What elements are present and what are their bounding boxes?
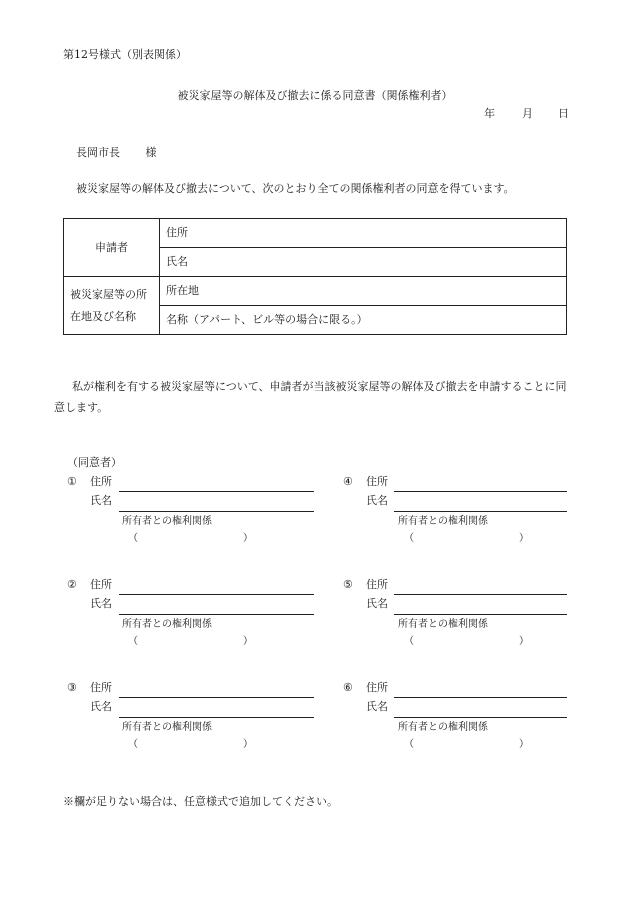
date-month-label: 月 [522, 107, 533, 120]
applicant-table [63, 218, 567, 335]
consenter-name-label: 氏名 [90, 494, 112, 507]
consenter-relation-label: 所有者との権利関係 [122, 619, 212, 630]
property-name-field[interactable]: 名称（アパート、ビル等の場合に限る。） [160, 306, 567, 335]
property-label-line1: 被災家屋等の所 [70, 287, 147, 301]
applicant-address-field[interactable]: 住所 [160, 219, 567, 248]
consenter-name-label: 氏名 [366, 597, 388, 610]
consenter-block [343, 475, 603, 555]
consenter-relation-open-paren: （ [128, 739, 138, 750]
consenter-block [343, 681, 603, 761]
addressee-name: 長岡市長 [76, 146, 120, 159]
consenter-block [67, 475, 327, 555]
consent-text: 私が権利を有する被災家屋等について、申請者が当該被災家屋等の解体及び撤去を申請することに同意します。 [54, 380, 567, 414]
consenter-number: ④ [343, 475, 353, 488]
applicant-name-field[interactable]: 氏名 [160, 248, 567, 277]
consenter-name-line[interactable] [394, 511, 567, 512]
property-label [64, 277, 160, 335]
consenter-relation-close-paren: ） [519, 533, 529, 544]
consenter-relation-close-paren: ） [519, 636, 529, 647]
consenter-relation-open-paren: （ [404, 636, 414, 647]
document-title: 被災家屋等の解体及び撤去に係る同意書（関係権利者） [177, 89, 453, 102]
consenters-label: （同意者） [67, 456, 122, 469]
consenter-relation-close-paren: ） [519, 739, 529, 750]
consenter-name-label: 氏名 [90, 700, 112, 713]
property-label-line2: 在地及び名称 [70, 309, 136, 323]
consenter-name-line[interactable] [394, 614, 567, 615]
addressee [76, 146, 157, 160]
consenter-relation-open-paren: （ [404, 533, 414, 544]
consenter-address-label: 住所 [366, 681, 388, 694]
consenter-number: ③ [67, 681, 77, 694]
consenter-relation-close-paren: ） [243, 533, 253, 544]
addressee-honorific: 様 [145, 146, 157, 159]
consenter-relation-label: 所有者との権利関係 [398, 516, 488, 527]
consenter-name-label: 氏名 [90, 597, 112, 610]
form-number: 第12号様式（別表関係） [63, 48, 187, 61]
consenter-number: ⑥ [343, 681, 353, 694]
consenter-relation-label: 所有者との権利関係 [122, 516, 212, 527]
consenter-address-label: 住所 [90, 578, 112, 591]
consenter-address-label: 住所 [90, 475, 112, 488]
consenter-block [67, 578, 327, 658]
consenter-relation-open-paren: （ [128, 636, 138, 647]
footnote: ※欄が足りない場合は、任意様式で追加してください。 [63, 795, 338, 808]
consenter-address-line[interactable] [119, 697, 314, 698]
consenter-name-label: 氏名 [366, 494, 388, 507]
consenter-address-label: 住所 [366, 475, 388, 488]
consenter-address-line[interactable] [394, 697, 567, 698]
consenter-address-line[interactable] [394, 491, 567, 492]
consenter-name-line[interactable] [119, 717, 314, 718]
consenter-address-label: 住所 [90, 681, 112, 694]
property-location-field[interactable]: 所在地 [160, 277, 567, 306]
consenter-relation-label: 所有者との権利関係 [398, 722, 488, 733]
applicant-label: 申請者 [64, 219, 160, 277]
consenter-address-label: 住所 [366, 578, 388, 591]
consenter-number: ① [67, 475, 77, 488]
consenter-address-line[interactable] [119, 594, 314, 595]
consenter-relation-open-paren: （ [404, 739, 414, 750]
date-year-label: 年 [484, 107, 495, 120]
consenter-block [343, 578, 603, 658]
consenter-name-line[interactable] [119, 614, 314, 615]
intro-text: 被災家屋等の解体及び撤去について、次のとおり全ての関係権利者の同意を得ています。 [76, 182, 515, 195]
consenter-name-line[interactable] [394, 717, 567, 718]
consenter-relation-label: 所有者との権利関係 [122, 722, 212, 733]
consenter-relation-label: 所有者との権利関係 [398, 619, 488, 630]
consenter-relation-close-paren: ） [243, 636, 253, 647]
consenter-relation-open-paren: （ [128, 533, 138, 544]
consenter-name-line[interactable] [119, 511, 314, 512]
consenter-name-label: 氏名 [366, 700, 388, 713]
consenter-relation-close-paren: ） [243, 739, 253, 750]
date-day-label: 日 [558, 107, 569, 120]
consenter-number: ⑤ [343, 578, 353, 591]
consenter-number: ② [67, 578, 77, 591]
consenter-address-line[interactable] [394, 594, 567, 595]
consenter-address-line[interactable] [119, 491, 314, 492]
consenter-block [67, 681, 327, 761]
